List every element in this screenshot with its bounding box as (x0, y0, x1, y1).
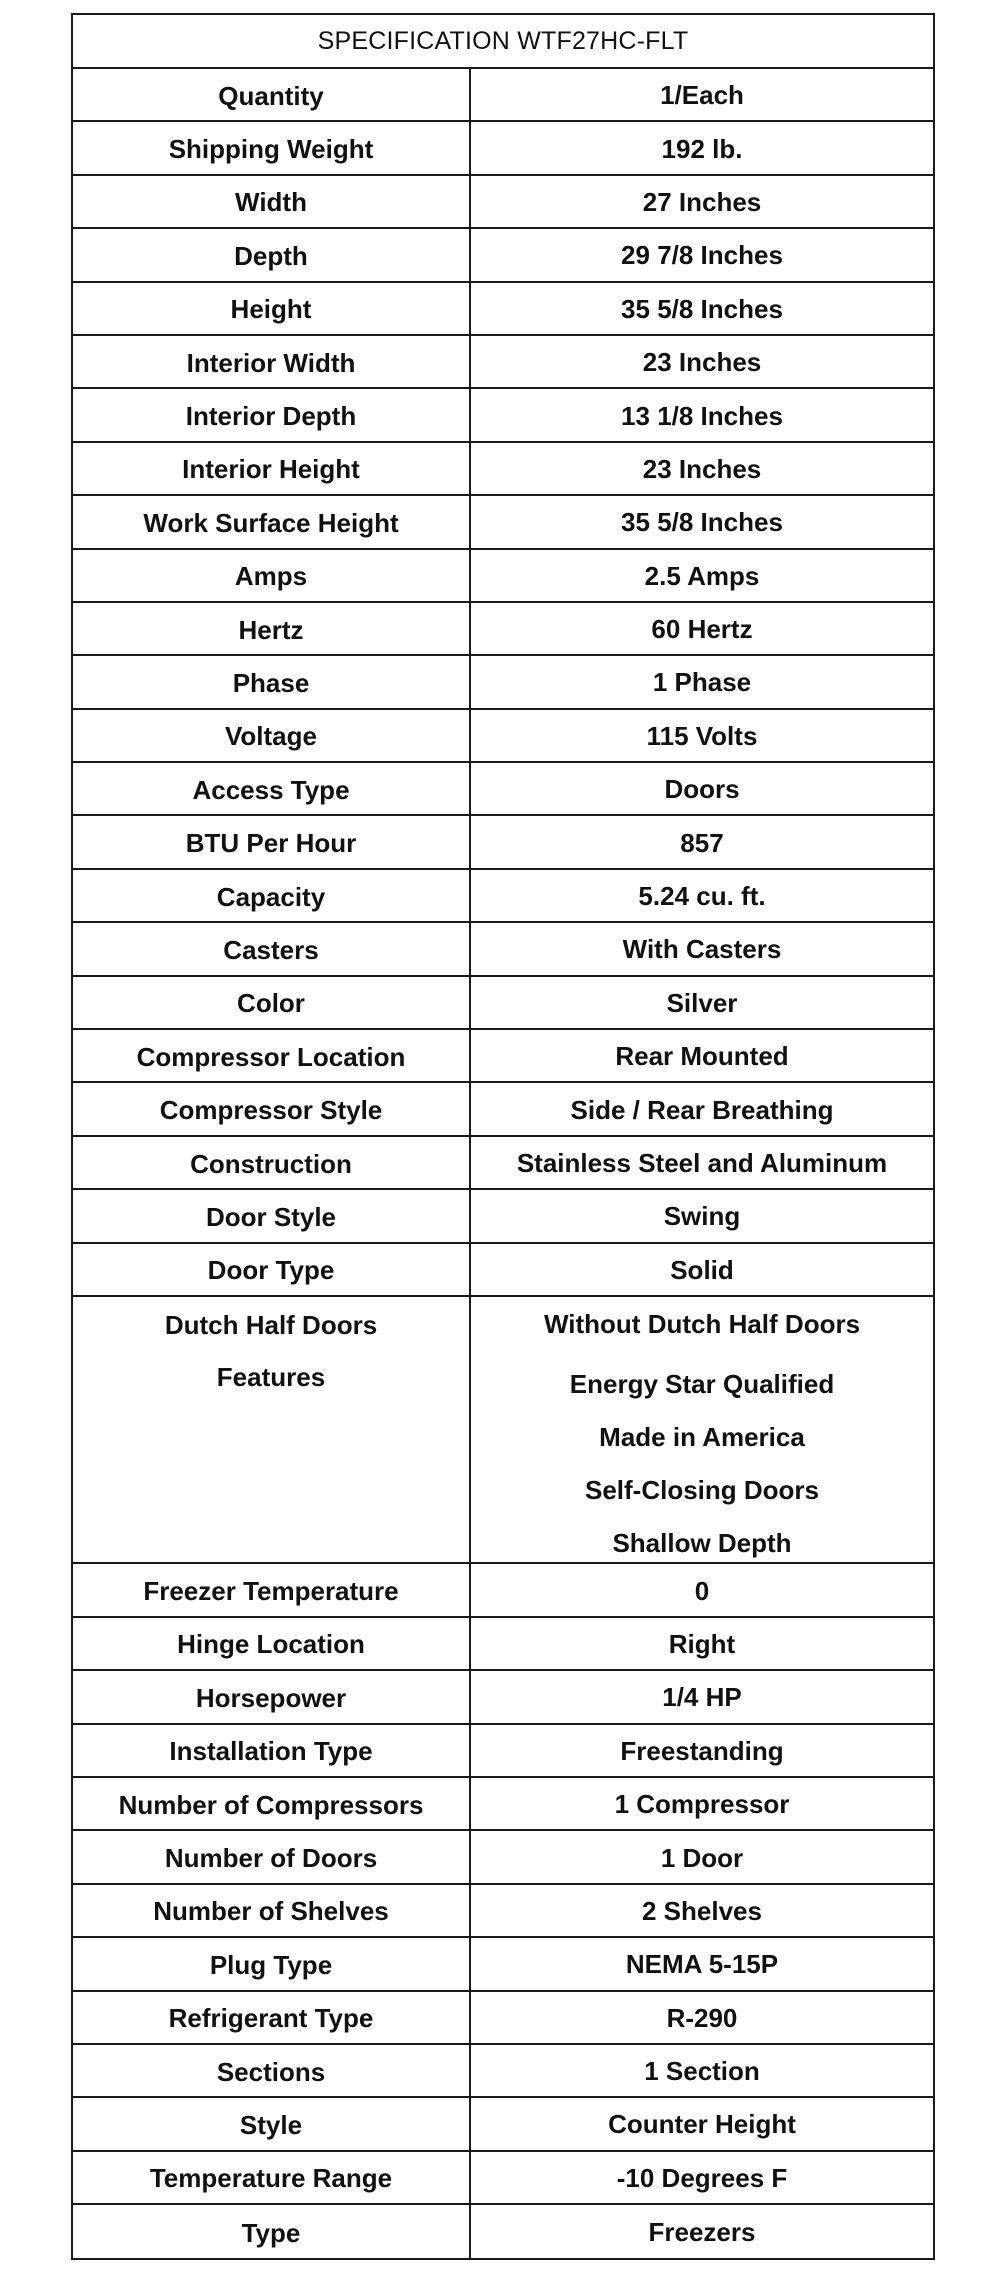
table-row (73, 2098, 933, 2151)
spec-value: With Casters (622, 934, 782, 965)
spec-label: Shipping Weight (73, 122, 471, 173)
table-row (73, 2205, 933, 2258)
table-row (73, 1244, 933, 1297)
spec-value: Doors (664, 774, 740, 805)
spec-label: Depth (73, 229, 471, 280)
feature-item: Self-Closing Doors (584, 1475, 819, 1506)
spec-value: 60 Hertz (651, 614, 753, 645)
spec-value: Freestanding (620, 1735, 784, 1766)
feature-item: Shallow Depth (612, 1528, 792, 1559)
spec-value-list (471, 1350, 933, 1562)
spec-value: 1/4 HP (662, 1682, 742, 1713)
table-row (73, 1992, 933, 2045)
table-row (73, 1618, 933, 1671)
spec-value: 27 Inches (642, 186, 762, 217)
spec-label: Number of Doors (73, 1831, 471, 1882)
table-row (73, 229, 933, 282)
table-row (73, 1564, 933, 1617)
spec-label: Installation Type (73, 1725, 471, 1776)
spec-label: Interior Height (73, 443, 471, 494)
table-row (73, 550, 933, 603)
table-row (73, 176, 933, 229)
table-row (73, 763, 933, 816)
spec-label: Horsepower (73, 1671, 471, 1722)
spec-label: Interior Width (73, 336, 471, 387)
spec-value: 857 (680, 827, 724, 858)
spec-label: Voltage (73, 710, 471, 761)
spec-value: R-290 (666, 2002, 738, 2033)
table-row (73, 710, 933, 763)
spec-value: 1 Door (660, 1842, 744, 1873)
spec-label: Capacity (73, 870, 471, 921)
spec-label: Construction (73, 1137, 471, 1188)
table-row (73, 1671, 933, 1724)
spec-value: 23 Inches (642, 347, 762, 378)
spec-value: 2 Shelves (642, 1895, 762, 1926)
spec-value: 1/Each (660, 80, 744, 111)
table-row (73, 1297, 933, 1350)
spec-label: Number of Shelves (73, 1885, 471, 1936)
spec-label: Color (73, 977, 471, 1028)
table-row (73, 1778, 933, 1831)
spec-value: Rear Mounted (615, 1041, 789, 1072)
table-row (73, 443, 933, 496)
spec-value: 5.24 cu. ft. (638, 881, 766, 912)
table-row (73, 1083, 933, 1136)
spec-value: 192 lb. (661, 133, 743, 164)
spec-label: Features (73, 1350, 471, 1562)
spec-value: 29 7/8 Inches (621, 240, 783, 271)
spec-value: 1 Phase (652, 667, 752, 698)
table-row (73, 1938, 933, 1991)
table-title: SPECIFICATION WTF27HC-FLT (73, 15, 933, 69)
spec-label: Casters (73, 923, 471, 974)
spec-value: 115 Volts (646, 720, 758, 751)
spec-value: Counter Height (608, 2109, 796, 2140)
feature-item: Energy Star Qualified (569, 1369, 835, 1400)
spec-value: Right (668, 1628, 736, 1659)
table-row (73, 870, 933, 923)
spec-row-features (73, 1350, 933, 1564)
spec-value: 35 5/8 Inches (621, 293, 783, 324)
table-row (73, 1137, 933, 1190)
spec-label: Access Type (73, 763, 471, 814)
table-row (73, 816, 933, 869)
table-row (73, 2045, 933, 2098)
spec-value: 35 5/8 Inches (621, 507, 783, 538)
table-row (73, 656, 933, 709)
spec-label: Width (73, 176, 471, 227)
table-row (73, 977, 933, 1030)
table-row (73, 1725, 933, 1778)
spec-label: Compressor Location (73, 1030, 471, 1081)
table-row (73, 122, 933, 175)
spec-label: Number of Compressors (73, 1778, 471, 1829)
spec-value: Freezers (648, 2217, 756, 2248)
spec-label: BTU Per Hour (73, 816, 471, 867)
spec-label: Freezer Temperature (73, 1564, 471, 1615)
spec-value: Without Dutch Half Doors (543, 1309, 861, 1340)
spec-label: Style (73, 2098, 471, 2149)
table-row (73, 1831, 933, 1884)
spec-label: Quantity (73, 69, 471, 120)
table-row (73, 923, 933, 976)
spec-label: Height (73, 283, 471, 334)
table-row (73, 496, 933, 549)
spec-label: Sections (73, 2045, 471, 2096)
spec-label: Type (73, 2205, 471, 2258)
spec-value: Side / Rear Breathing (570, 1094, 834, 1125)
table-row (73, 69, 933, 122)
spec-label: Door Style (73, 1190, 471, 1241)
spec-label: Phase (73, 656, 471, 707)
table-row (73, 389, 933, 442)
spec-value: NEMA 5-15P (625, 1949, 779, 1980)
spec-value: -10 Degrees F (616, 2162, 788, 2193)
specification-table (71, 13, 935, 2260)
spec-label: Compressor Style (73, 1083, 471, 1134)
spec-label: Temperature Range (73, 2152, 471, 2203)
spec-rows-group (73, 69, 933, 1350)
spec-value: Silver (666, 987, 738, 1018)
spec-value: 23 Inches (642, 453, 762, 484)
spec-label: Dutch Half Doors (73, 1297, 471, 1350)
spec-rows-group (73, 1564, 933, 2258)
spec-label: Interior Depth (73, 389, 471, 440)
spec-label: Plug Type (73, 1938, 471, 1989)
table-row (73, 1030, 933, 1083)
spec-value: Solid (670, 1254, 734, 1285)
spec-label: Refrigerant Type (73, 1992, 471, 2043)
spec-label: Amps (73, 550, 471, 601)
spec-value: 2.5 Amps (644, 560, 760, 591)
feature-item: Made in America (599, 1422, 805, 1453)
spec-value: Swing (663, 1201, 741, 1232)
table-row (73, 1190, 933, 1243)
spec-value: 1 Compressor (614, 1789, 790, 1820)
spec-value: 1 Section (644, 2056, 760, 2087)
table-row (73, 1885, 933, 1938)
spec-label: Hinge Location (73, 1618, 471, 1669)
spec-label: Door Type (73, 1244, 471, 1295)
spec-label: Hertz (73, 603, 471, 654)
table-row (73, 603, 933, 656)
table-row (73, 283, 933, 336)
spec-value: Stainless Steel and Aluminum (516, 1148, 888, 1178)
spec-value: 13 1/8 Inches (621, 400, 783, 431)
table-row (73, 336, 933, 389)
table-row (73, 2152, 933, 2205)
spec-value: 0 (694, 1575, 710, 1606)
spec-label: Work Surface Height (73, 496, 471, 547)
